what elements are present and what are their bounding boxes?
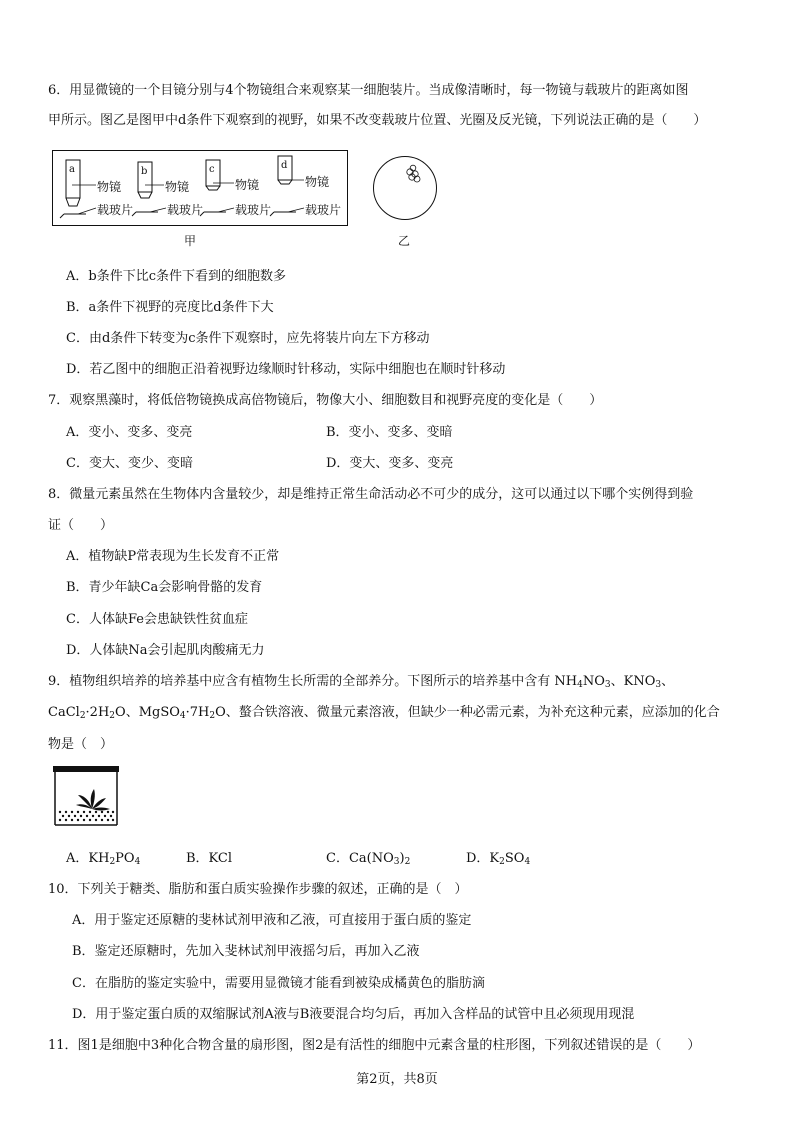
figure-yi-caption: 乙	[398, 234, 411, 248]
q6-stem-line2: 甲所示。图乙是图甲中d条件下观察到的视野，如果不改变载玻片位置、光圈及反光镜，下列说法正确的是（ ）	[48, 113, 707, 128]
q9-option-a: A．$KH_2PO_4$	[66, 851, 141, 867]
objective-c	[200, 160, 234, 216]
q8-option-b: B．青少年缺Ca会影响骨骼的发育	[66, 580, 263, 595]
q9-stem-line2: $CaCl_2\cdot 2H_2O$、$MgSO_4\cdot 7H_2O$、螯合铁溶液、微量元素溶液，但缺少一种必需元素，为补充这种元素，应添加的化合	[48, 705, 720, 721]
q11-stem: 11．图1是细胞中3种化合物含量的扇形图，图2是有活性的细胞中元素含量的柱形图，下列叙述错误的是（ ）	[48, 1038, 701, 1053]
q6-option-a: A．b条件下比c条件下看到的细胞数多	[66, 269, 286, 284]
microscope-field-of-view	[372, 155, 438, 221]
q9-stem-line3: 物是（ ）	[48, 737, 114, 752]
page-number-footer: 第2页，共8页	[356, 1072, 438, 1087]
figure-jia-caption: 甲	[184, 234, 197, 248]
slide-label-d: 载玻片	[305, 203, 342, 217]
slide-label-c: 载玻片	[235, 203, 272, 217]
q7-stem: 7．观察黑藻时，将低倍物镜换成高倍物镜后，物像大小、细胞数目和视野亮度的变化是（ ）	[48, 393, 603, 408]
q8-option-a: A．植物缺P常表现为生长发育不正常	[66, 549, 280, 564]
objective-label-a: 物镜	[97, 180, 122, 194]
objective-label-b: 物镜	[165, 180, 190, 194]
q10-option-b: B．鉴定还原糖时，先加入斐林试剂甲液摇匀后，再加入乙液	[72, 944, 420, 959]
slide-label-a: 载玻片	[97, 203, 134, 217]
lens-label-b: b	[141, 166, 148, 177]
q10-stem: 10．下列关于糖类、脂肪和蛋白质实验操作步骤的叙述，正确的是（ ）	[48, 882, 468, 897]
q8-stem-line2: 证（ ）	[48, 518, 114, 533]
q8-option-c: C．人体缺Fe会患缺铁性贫血症	[66, 612, 248, 627]
q8-stem-line1: 8．微量元素虽然在生物体内含量较少，却是维持正常生命活动必不可少的成分，这可以通过以下哪个实例得到验	[48, 487, 694, 502]
figure-yi	[372, 155, 438, 221]
lens-label-a: a	[69, 164, 75, 175]
q10-option-c: C．在脂肪的鉴定实验中，需要用显微镜才能看到被染成橘黄色的脂肪滴	[72, 976, 485, 991]
q6-option-c: C．由d条件下转变为c条件下观察时，应先将装片向左下方移动	[66, 331, 430, 346]
culture-vessel-figure	[52, 765, 120, 827]
q9-option-d: D．$K_2SO_4$	[466, 851, 531, 867]
q8-option-d: D．人体缺Na会引起肌肉酸痛无力	[66, 643, 265, 658]
tissue-culture-jar	[52, 765, 120, 827]
figure-jia	[52, 150, 348, 226]
q6-stem-line1: 6．用显微镜的一个目镜分别与4个物镜组合来观察某一细胞装片。当成像清晰时，每一物镜与载玻片的距离如图	[48, 83, 689, 98]
q6-option-b: B．a条件下视野的亮度比d条件下大	[66, 300, 274, 315]
q7-option-a: A．变小、变多、变亮	[66, 425, 193, 440]
objective-label-d: 物镜	[305, 175, 330, 189]
q7-option-c: C．变大、变少、变暗	[66, 456, 193, 471]
q6-option-d: D．若乙图中的细胞正沿着视野边缘顺时针移动，实际中细胞也在顺时针移动	[66, 362, 506, 377]
q7-option-b: B．变小、变多、变暗	[326, 425, 453, 440]
lens-label-c: c	[209, 164, 215, 175]
q9-option-c: C．$Ca(NO_3)_2$	[326, 851, 411, 867]
q9-option-b: B．KCl	[186, 851, 233, 866]
objective-b	[132, 162, 166, 216]
lens-label-d: d	[281, 160, 288, 171]
slide-label-b: 载玻片	[167, 203, 204, 217]
objective-label-c: 物镜	[235, 178, 260, 192]
q7-option-d: D．变大、变多、变亮	[326, 456, 454, 471]
q10-option-d: D．用于鉴定蛋白质的双缩脲试剂A液与B液要混合均匀后，再加入含样品的试管中且必须现用现混	[72, 1007, 635, 1022]
q9-stem-line1: 9．植物组织培养的培养基中应含有植物生长所需的全部养分。下图所示的培养基中含有 $NH_4NO_3$、$KNO_3$、	[48, 674, 675, 690]
objective-a	[60, 160, 96, 218]
q10-option-a: A．用于鉴定还原糖的斐林试剂甲液和乙液，可直接用于蛋白质的鉴定	[72, 913, 472, 928]
